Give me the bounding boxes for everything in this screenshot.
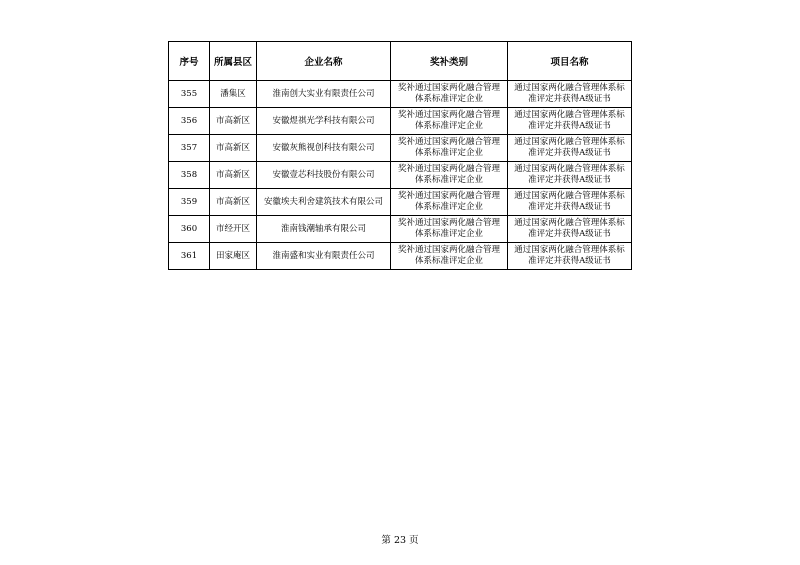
header-district: 所属县区 [210,42,257,81]
header-row [169,42,632,81]
page-number: 第 23 页 [381,535,419,546]
cell-project: 通过国家两化融合管理体系标 准评定并获得A级证书 [508,81,632,108]
cell-category: 奖补通过国家两化融合管理 体系标准评定企业 [391,135,508,162]
cell-project: 通过国家两化融合管理体系标 准评定并获得A级证书 [508,108,632,135]
cell-project: 通过国家两化融合管理体系标 准评定并获得A级证书 [508,162,632,189]
cell-category: 奖补通过国家两化融合管理 体系标准评定企业 [391,243,508,270]
cell-category: 奖补通过国家两化融合管理 体系标准评定企业 [391,189,508,216]
table-row [169,162,632,189]
cell-district: 市高新区 [210,189,257,216]
cell-seq: 357 [169,135,210,162]
table-row [169,135,632,162]
cell-district: 市经开区 [210,216,257,243]
cell-category: 奖补通过国家两化融合管理 体系标准评定企业 [391,216,508,243]
cell-category: 奖补通过国家两化融合管理 体系标准评定企业 [391,108,508,135]
cell-district: 市高新区 [210,162,257,189]
cell-district: 田家庵区 [210,243,257,270]
cell-seq: 361 [169,243,210,270]
cell-company: 安徽壹芯科技股份有限公司 [257,162,391,189]
cell-company: 淮南创大实业有限责任公司 [257,81,391,108]
cell-district: 市高新区 [210,135,257,162]
cell-company: 安徽埃夫利舍建筑技术有限公司 [257,189,391,216]
cell-seq: 359 [169,189,210,216]
cell-company: 淮南钱潮轴承有限公司 [257,216,391,243]
cell-company: 淮南盛和实业有限责任公司 [257,243,391,270]
cell-project: 通过国家两化融合管理体系标 准评定并获得A级证书 [508,189,632,216]
cell-category: 奖补通过国家两化融合管理 体系标准评定企业 [391,162,508,189]
cell-category: 奖补通过国家两化融合管理 体系标准评定企业 [391,81,508,108]
cell-project: 通过国家两化融合管理体系标 准评定并获得A级证书 [508,243,632,270]
cell-seq: 355 [169,81,210,108]
header-seq: 序号 [169,42,210,81]
cell-district: 潘集区 [210,81,257,108]
table-row [169,243,632,270]
cell-seq: 356 [169,108,210,135]
cell-seq: 360 [169,216,210,243]
table-row [169,216,632,243]
cell-project: 通过国家两化融合管理体系标 准评定并获得A级证书 [508,135,632,162]
table-row [169,108,632,135]
award-table [168,41,632,270]
cell-company: 安徽煜祺光学科技有限公司 [257,108,391,135]
header-project: 项目名称 [508,42,632,81]
header-category: 奖补类别 [391,42,508,81]
cell-project: 通过国家两化融合管理体系标 准评定并获得A级证书 [508,216,632,243]
header-company: 企业名称 [257,42,391,81]
cell-district: 市高新区 [210,108,257,135]
cell-company: 安徽灰熊视创科技有限公司 [257,135,391,162]
cell-seq: 358 [169,162,210,189]
table-row [169,81,632,108]
table-row [169,189,632,216]
